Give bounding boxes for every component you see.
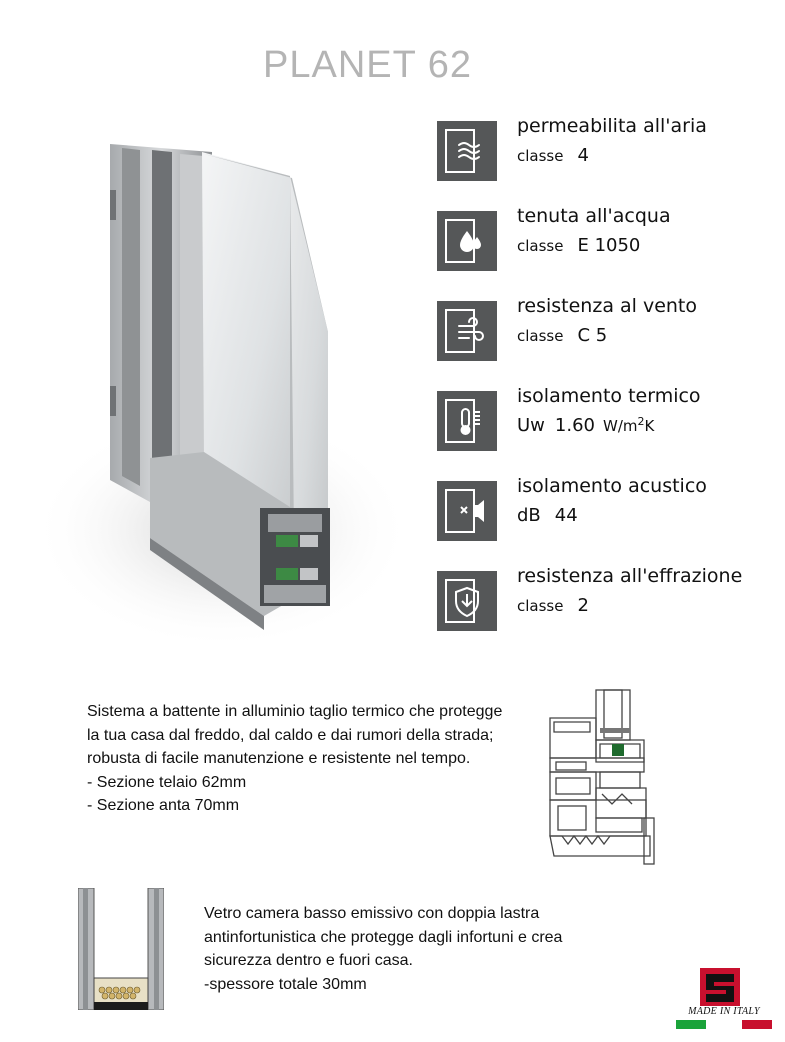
feature-label: classe: [517, 237, 564, 255]
feature-value: C 5: [577, 325, 608, 346]
feature-value: 4: [577, 145, 589, 166]
glass-section-drawing: [78, 888, 164, 1010]
feature-wind-resistance: [437, 295, 777, 363]
air-permeability-icon: [437, 121, 497, 181]
feature-name: permeabilita all'aria: [517, 115, 707, 137]
description-item: - Sezione telaio 62mm: [87, 773, 247, 791]
description-item: - Sezione anta 70mm: [87, 797, 240, 814]
thermometer-icon: [437, 391, 497, 451]
feature-air-permeability: [437, 115, 777, 183]
glass-item: -spessore totale 30mm: [204, 975, 367, 993]
feature-label: classe: [517, 327, 564, 345]
made-in-italy-label: MADE IN ITALY: [688, 1006, 760, 1017]
feature-value: 44: [554, 505, 578, 526]
feature-burglar-resistance: [437, 565, 777, 633]
water-drop-icon: [437, 211, 497, 271]
system-description: [87, 700, 507, 818]
shield-icon: [437, 571, 497, 631]
profile-section-drawing: [540, 688, 660, 866]
feature-name: isolamento termico: [517, 385, 701, 407]
page-title: PLANET 62: [263, 44, 472, 86]
feature-label: dB: [517, 505, 541, 526]
feature-thermal-insulation: [437, 385, 777, 453]
description-text: Sistema a battente in alluminio taglio termico che protegge la tua casa dal freddo, dal caldo e dai rumori della strada; robusta di facile manutenzione e resistente nel tempo.: [87, 703, 503, 767]
made-in-italy-logo: [676, 966, 772, 1036]
feature-label: classe: [517, 147, 564, 165]
speaker-icon: [437, 481, 497, 541]
feature-value: 2: [577, 595, 589, 616]
glass-text: Vetro camera basso emissivo con doppia lastra antinfortunistica che protegge dagli infortuni e crea sicurezza dentro e fuori casa.: [204, 905, 563, 969]
window-profile-photo: [32, 130, 412, 660]
feature-acoustic-insulation: [437, 475, 777, 543]
feature-name: resistenza al vento: [517, 295, 698, 317]
feature-water-tightness: [437, 205, 777, 273]
feature-value: 1.60: [554, 415, 595, 436]
feature-name: tenuta all'acqua: [517, 205, 671, 227]
glass-description: [204, 902, 584, 996]
feature-name: resistenza all'effrazione: [517, 565, 743, 587]
feature-label: Uw: [517, 415, 545, 436]
feature-label: classe: [517, 597, 564, 615]
feature-name: isolamento acustico: [517, 475, 707, 497]
unit-label: $W/m^2K$: [602, 415, 655, 435]
feature-value: E 1050: [577, 235, 641, 256]
wind-icon: [437, 301, 497, 361]
